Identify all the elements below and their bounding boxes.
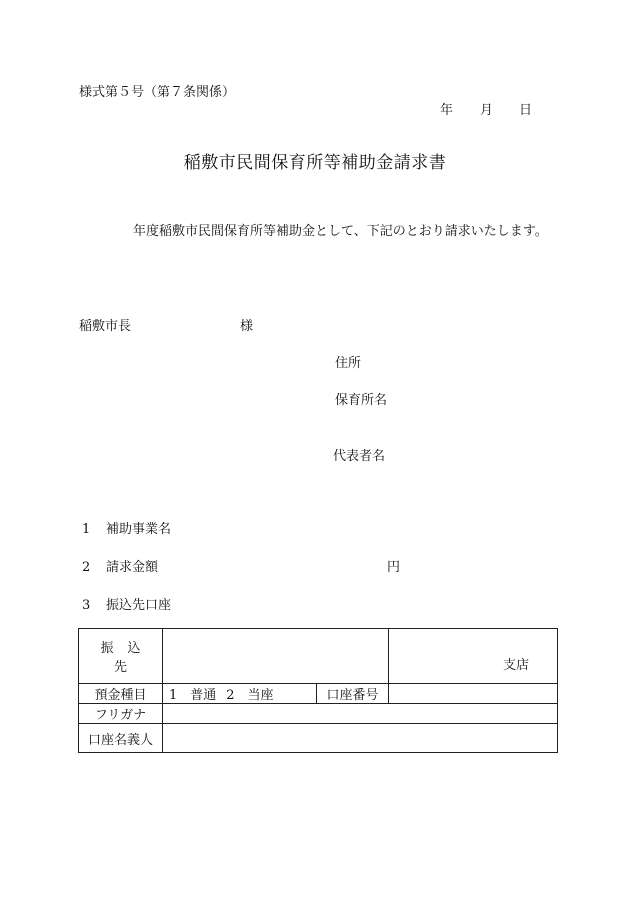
account-type-checking[interactable]: 2 当座 <box>226 688 274 703</box>
account-holder-field[interactable] <box>163 724 558 753</box>
form-number: 様式第５号（第７条関係） <box>79 85 236 100</box>
item-label: 補助事業名 <box>106 522 172 537</box>
transfer-destination-label: 振 込先 <box>79 629 163 684</box>
furigana-label: フリガナ <box>79 704 163 724</box>
date-day-label: 日 <box>519 103 533 118</box>
item-number: 1 <box>82 522 91 537</box>
account-number-field[interactable] <box>389 684 558 704</box>
addressee-name: 稲敷市長 <box>79 319 132 334</box>
document-title: 稲敷市民間保育所等補助金請求書 <box>183 153 447 173</box>
account-number-label: 口座番号 <box>317 684 389 704</box>
item-subsidy-project <box>82 518 171 537</box>
item-number: 3 <box>82 598 91 613</box>
date-month-label: 月 <box>480 103 494 118</box>
table-row-account-holder <box>79 724 558 753</box>
branch-label: 支店 <box>502 658 529 673</box>
address-label: 住所 <box>335 356 362 371</box>
item-number: 2 <box>82 560 91 575</box>
table-row-furigana <box>79 704 558 724</box>
furigana-field[interactable] <box>163 704 558 724</box>
account-type-label: 預金種目 <box>79 684 163 704</box>
date-year-label: 年 <box>440 103 454 118</box>
bank-account-table <box>78 628 558 753</box>
account-holder-label: 口座名義人 <box>79 724 163 753</box>
amount-unit: 円 <box>387 560 401 575</box>
branch-field[interactable] <box>389 629 558 684</box>
item-label: 請求金額 <box>106 560 159 575</box>
request-statement: 年度稲敷市民間保育所等補助金として、下記のとおり請求いたします。 <box>133 224 548 239</box>
bank-name-field[interactable] <box>163 629 389 684</box>
account-type-options[interactable] <box>163 684 317 704</box>
item-transfer-account <box>82 594 171 613</box>
addressee-honorific: 様 <box>240 319 254 334</box>
account-type-ordinary[interactable]: 1 普通 <box>169 688 217 703</box>
item-request-amount <box>82 556 158 575</box>
representative-label: 代表者名 <box>333 449 386 464</box>
item-label: 振込先口座 <box>106 598 172 613</box>
table-row-transfer-destination <box>79 629 558 684</box>
facility-name-label: 保育所名 <box>335 393 388 408</box>
table-row-account-type <box>79 684 558 704</box>
